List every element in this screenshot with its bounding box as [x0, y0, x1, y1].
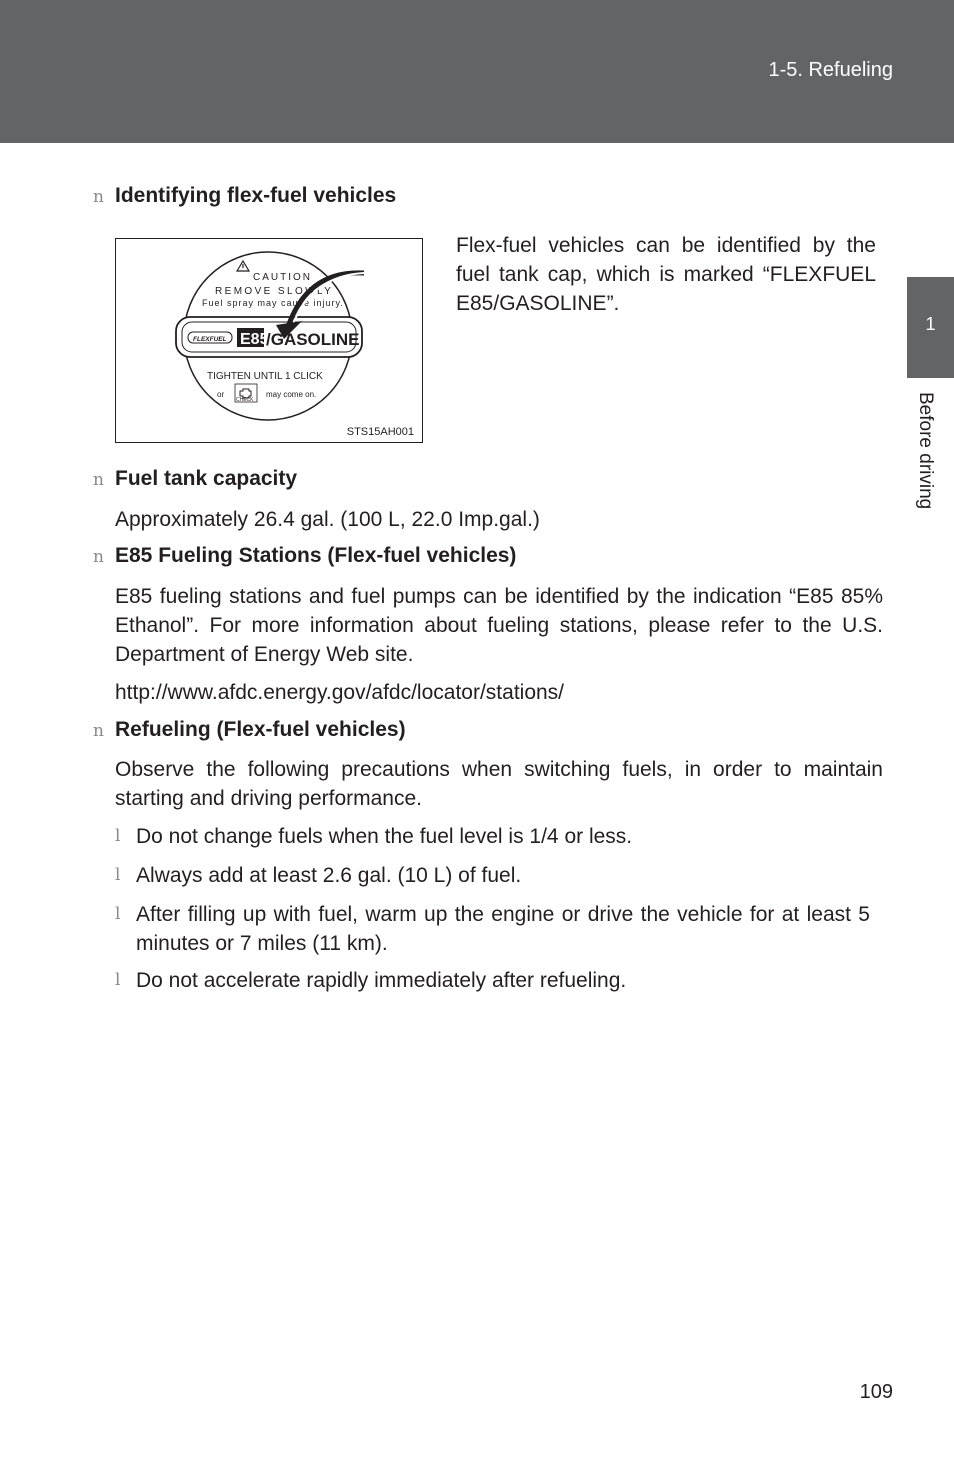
- figure-code: STS15AH001: [346, 426, 414, 438]
- list-item: l After filling up with fuel, warm up the engine or drive the vehicle for at least 5 minutes or 7 miles (11 km).: [115, 900, 870, 958]
- bullet-icon: n: [93, 547, 104, 567]
- section-body: E85 fueling stations and fuel pumps can be identified by the indication “E85 85% Ethanol”. For more information about fueling stations, please refer to the U.S. Department of Energy Web site.: [115, 585, 883, 666]
- list-item: l Always add at least 2.6 gal. (10 L) of fuel.: [115, 861, 870, 890]
- page-number: 109: [859, 1381, 893, 1403]
- svg-text:TIGHTEN UNTIL 1 CLICK: TIGHTEN UNTIL 1 CLICK: [207, 371, 323, 382]
- doe-url: http://www.afdc.energy.gov/afdc/locator/stations/: [115, 681, 565, 704]
- list-item: l Do not change fuels when the fuel level is 1/4 or less.: [115, 822, 870, 851]
- svg-text:may come on.: may come on.: [266, 390, 317, 399]
- fuel-cap-drawing: [116, 239, 422, 442]
- page-header: [0, 0, 954, 143]
- chapter-number: 1: [925, 314, 936, 334]
- bullet-icon: n: [93, 187, 104, 207]
- svg-text:E85: E85: [240, 331, 269, 348]
- list-bullet-icon: l: [115, 970, 121, 990]
- svg-text:FLEXFUEL: FLEXFUEL: [193, 336, 227, 343]
- fuel-cap-illustration: [115, 238, 423, 443]
- svg-text:CAUTION: CAUTION: [253, 272, 312, 283]
- bullet-icon: n: [93, 721, 104, 741]
- heading-fuel-tank-capacity: n Fuel tank capacity: [93, 467, 298, 490]
- svg-text:or: or: [217, 390, 225, 399]
- heading-identifying-flex-fuel: n Identifying flex-fuel vehicles: [93, 184, 397, 207]
- bullet-icon: n: [93, 470, 104, 490]
- svg-text:REMOVE SLOWLY: REMOVE SLOWLY: [215, 286, 334, 297]
- svg-text:/GASOLINE: /GASOLINE: [266, 330, 360, 349]
- list-bullet-icon: l: [115, 826, 121, 846]
- list-bullet-icon: l: [115, 865, 121, 885]
- heading-refueling-flex-fuel: n Refueling (Flex-fuel vehicles): [93, 718, 406, 741]
- section-body: Observe the following precautions when switching fuels, in order to maintain starting and driving performance.: [115, 758, 883, 810]
- list-item: l Do not accelerate rapidly immediately after refueling.: [115, 966, 870, 995]
- list-bullet-icon: l: [115, 904, 121, 924]
- section-body: Approximately 26.4 gal. (100 L, 22.0 Imp.gal.): [115, 508, 540, 531]
- svg-text:CHECK: CHECK: [236, 397, 254, 403]
- chapter-label: Before driving: [915, 392, 936, 510]
- section-body: Flex-fuel vehicles can be identified by the fuel tank cap, which is marked “FLEXFUEL E85/GASOLINE”.: [456, 234, 876, 315]
- svg-text:Fuel spray may cause injury.: Fuel spray may cause injury.: [202, 298, 344, 308]
- section-title: 1-5. Refueling: [768, 59, 893, 81]
- heading-e85-stations: n E85 Fueling Stations (Flex-fuel vehicles): [93, 544, 517, 567]
- chapter-tab: [907, 277, 954, 378]
